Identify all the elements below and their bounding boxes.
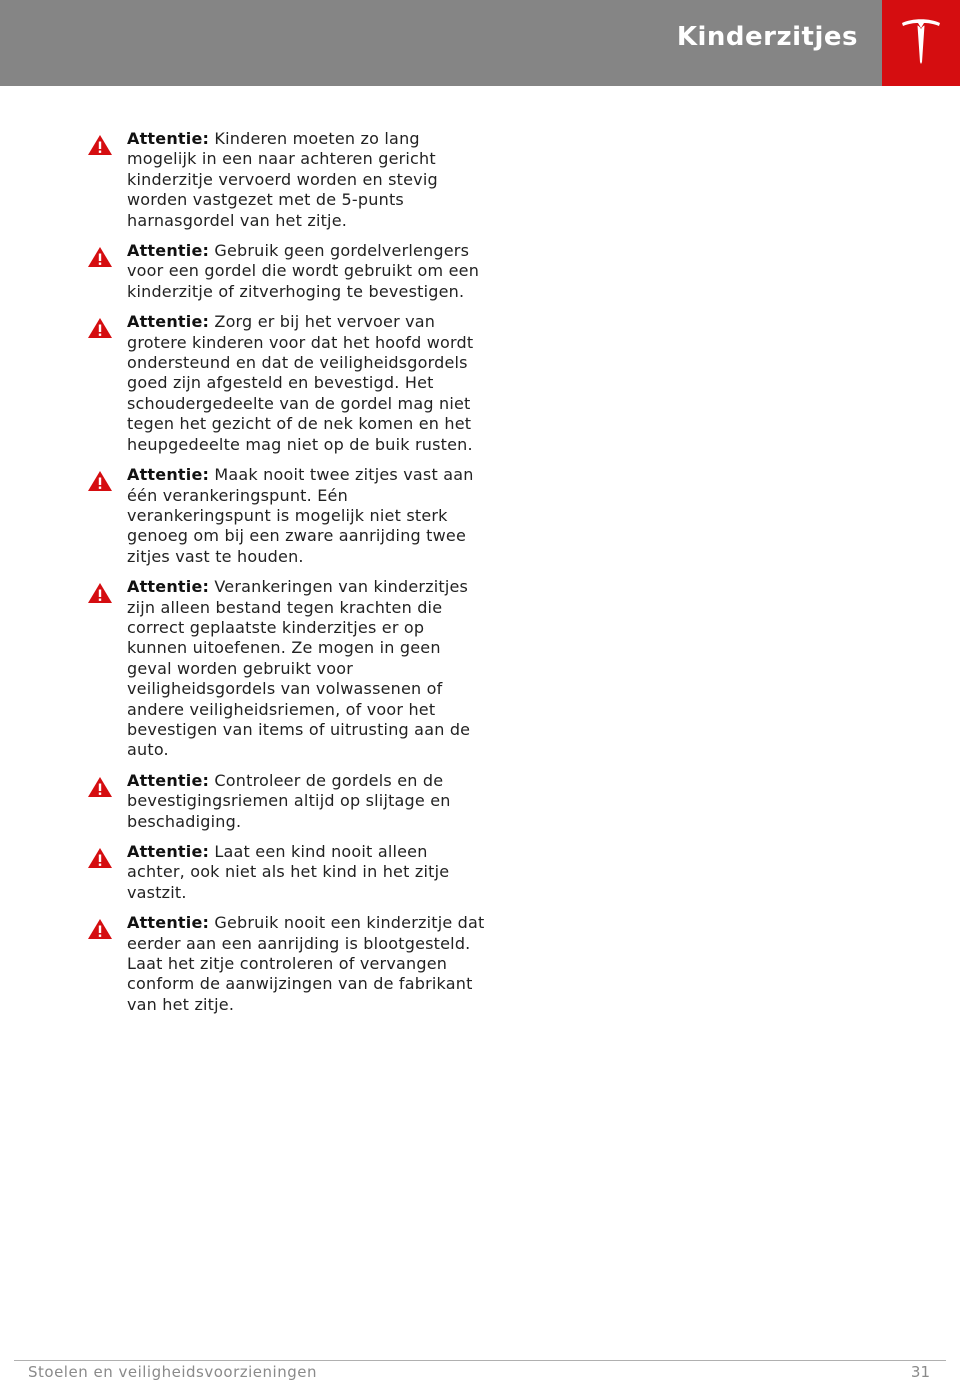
warning-text: Maak nooit twee zitjes vast aan één verankeringspunt. Eén verankeringspunt is mogelijk niet sterk genoeg om bij een zware aanrijding twee zitjes vast te houden. <box>127 465 474 566</box>
warning-label: Attentie: <box>127 312 210 332</box>
warning-text: Gebruik geen gordelverlengers voor een gordel die wordt gebruikt om een kinderzitje of zitverhoging te bevestigen. <box>127 241 480 301</box>
warning-list <box>86 129 486 1025</box>
warning-triangle-icon <box>87 847 113 869</box>
page-header <box>0 0 882 86</box>
warning-item <box>86 577 486 761</box>
warning-triangle-icon <box>87 246 113 268</box>
warning-triangle-icon <box>87 582 113 604</box>
page-number: 31 <box>910 1363 930 1381</box>
footer-divider <box>14 1360 946 1361</box>
page-title: Kinderzitjes <box>676 22 858 52</box>
warning-label: Attentie: <box>127 770 210 790</box>
warning-item <box>86 312 486 455</box>
warning-label: Attentie: <box>127 577 210 597</box>
warning-triangle-icon <box>87 918 113 940</box>
warning-item <box>86 129 486 231</box>
warning-label: Attentie: <box>127 465 210 485</box>
warning-label: Attentie: <box>127 842 210 861</box>
warning-triangle-icon <box>87 134 113 156</box>
warning-label: Attentie: <box>127 913 210 933</box>
warning-label: Attentie: <box>127 129 210 148</box>
warning-item <box>86 913 486 1015</box>
warning-item <box>86 842 486 903</box>
warning-item <box>86 771 486 832</box>
warning-triangle-icon <box>87 776 113 798</box>
warning-item <box>86 241 486 302</box>
warning-text: Kinderen moeten zo lang mogelijk in een naar achteren gericht kinderzitje vervoerd worden en stevig worden vastgezet met de 5-punts harnasgordel van het zitje. <box>127 129 438 230</box>
warning-text: Verankeringen van kinderzitjes zijn alleen bestand tegen krachten die correct geplaatste kinderzitjes er op kunnen uitoefenen. Ze mogen in geen geval worden gebruikt voor veiligheidsgordels van volwassenen of andere veiligheidsriemen, of voor het bevestigen van items of uitrusting aan de auto. <box>127 577 471 760</box>
warning-text: Gebruik nooit een kinderzitje dat eerder aan een aanrijding is blootgesteld. Laat het zitje controleren of vervangen conform de aanwijzingen van de fabrikant van het zitje. <box>127 913 485 1014</box>
warning-triangle-icon <box>87 317 113 339</box>
warning-text: Controleer de gordels en de bevestigingsriemen altijd op slijtage en beschadiging. <box>127 770 451 831</box>
warning-label: Attentie: <box>127 241 210 261</box>
warning-text: Zorg er bij het vervoer van grotere kinderen voor dat het hoofd wordt ondersteund en dat de veiligheidsgordels goed zijn afgesteld en bevestigd. Het schoudergedeelte van de gordel mag niet tegen het gezicht of de nek komen en het heupgedeelte mag niet op de buik rusten. <box>127 312 474 454</box>
tesla-logo-icon <box>900 16 942 68</box>
brand-logo <box>882 0 960 86</box>
footer-section-title: Stoelen en veiligheidsvoorzieningen <box>28 1363 317 1381</box>
warning-item <box>86 465 486 567</box>
warning-text: Laat een kind nooit alleen achter, ook niet als het kind in het zitje vastzit. <box>127 842 450 902</box>
warning-triangle-icon <box>87 470 113 492</box>
